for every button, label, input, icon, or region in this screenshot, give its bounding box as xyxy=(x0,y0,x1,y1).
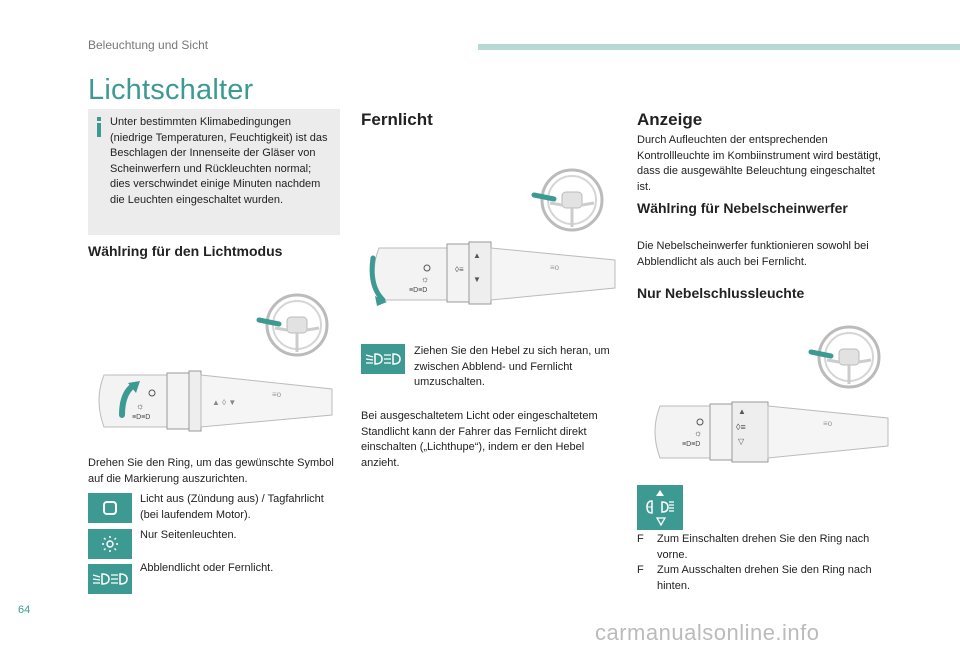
rear-fog-stalk-illustration xyxy=(648,396,893,466)
svg-text:◊≡: ◊≡ xyxy=(455,265,464,274)
svg-text:≡D≡D: ≡D≡D xyxy=(132,414,151,421)
display-text: Durch Aufleuchten der entsprechenden Kontrollleuchte im Kombiinstrument wird bestätigt, dass die ausgewählte Beleuchtung eingeschaltet ist. xyxy=(637,134,881,193)
side-lights-text: Nur Seitenleuchten. xyxy=(140,529,237,541)
header-bar xyxy=(478,44,960,50)
dipped-main-beam-icon xyxy=(88,564,132,594)
rear-fog-symbol xyxy=(637,485,683,530)
svg-text:▼: ▼ xyxy=(473,275,481,284)
bullet-text: Zum Ausschalten drehen Sie den Ring nach hinten. xyxy=(657,564,872,592)
svg-text:☼: ☼ xyxy=(136,401,145,411)
fog-ring-text: Die Nebelscheinwerfer funktionieren sowohl bei Abblendlicht als auch bei Fernlicht. xyxy=(637,240,869,268)
svg-text:▽: ▽ xyxy=(738,437,745,446)
bullet-text: Zum Einschalten drehen Sie den Ring nach vorne. xyxy=(657,533,870,561)
svg-text:☼: ☼ xyxy=(421,274,430,284)
steering-wheel-illustration-3 xyxy=(807,322,887,392)
svg-text:◊≡: ◊≡ xyxy=(736,422,746,432)
side-lights-icon xyxy=(88,529,132,559)
bullet-marker: F xyxy=(637,564,644,576)
info-box xyxy=(88,109,340,235)
section-header: Beleuchtung und Sicht xyxy=(88,38,209,52)
svg-text:≡o: ≡o xyxy=(823,419,833,428)
pull-lever-text: Ziehen Sie den Hebel zu sich heran, um zwischen Abblend- und Fernlicht umzuschalten. xyxy=(414,345,610,388)
svg-text:▲: ▲ xyxy=(473,251,481,260)
svg-text:≡o: ≡o xyxy=(272,390,282,399)
rear-fog-heading: Nur Nebelschlussleuchte xyxy=(637,285,805,301)
steering-wheel-illustration xyxy=(255,290,335,360)
svg-text:≡D≡D: ≡D≡D xyxy=(409,287,428,294)
steering-wheel-illustration-2 xyxy=(530,165,610,235)
fog-ring-heading: Wählring für Nebelscheinwerfer xyxy=(637,200,848,216)
svg-text:☼: ☼ xyxy=(694,428,703,438)
page-title: Lichtschalter xyxy=(88,74,254,106)
light-mode-ring-heading: Wählring für den Lichtmodus xyxy=(88,243,283,259)
main-beam-heading: Fernlicht xyxy=(361,110,433,129)
svg-text:▲ ◊ ▼: ▲ ◊ ▼ xyxy=(212,398,237,407)
list-item xyxy=(637,532,897,563)
display-heading: Anzeige xyxy=(637,110,703,129)
rear-fog-bullet-list xyxy=(637,532,897,594)
headlight-flash-text: Bei ausgeschaltetem Licht oder eingeschaltetem Standlicht kann der Fahrer das Fernlicht direkt einschalten („Lichthupe“), indem er den Hebel anzieht. xyxy=(361,410,598,469)
dipped-main-beam-text: Abblendlicht oder Fernlicht. xyxy=(140,562,274,574)
info-text: Unter bestimmten Klimabedingungen (niedrige Temperaturen, Feuchtigkeit) ist das Beschlagen der Innenseite der Gläser von Scheinwerfern und Rückleuchten normal; dies verschwindet einige Minuten nachdem die Leuchten eingeschaltet wurden. xyxy=(110,116,328,206)
watermark: carmanualsonline.info xyxy=(595,620,820,645)
main-beam-stalk-illustration xyxy=(365,238,620,310)
main-beam-symbol xyxy=(361,344,405,374)
info-icon xyxy=(96,117,102,137)
bullet-marker: F xyxy=(637,533,644,545)
page-number: 64 xyxy=(18,604,31,616)
ring-instruction: Drehen Sie den Ring, um das gewünschte Symbol auf die Markierung auszurichten. xyxy=(88,457,334,485)
svg-text:▲: ▲ xyxy=(738,407,746,416)
list-item xyxy=(637,563,897,594)
svg-text:≡D≡D: ≡D≡D xyxy=(682,441,701,448)
lights-off-text: Licht aus (Zündung aus) / Tagfahrlicht (bei laufendem Motor). xyxy=(140,493,324,521)
lights-off-icon xyxy=(88,493,132,523)
light-stalk-illustration xyxy=(92,365,342,435)
svg-text:≡o: ≡o xyxy=(550,263,560,272)
